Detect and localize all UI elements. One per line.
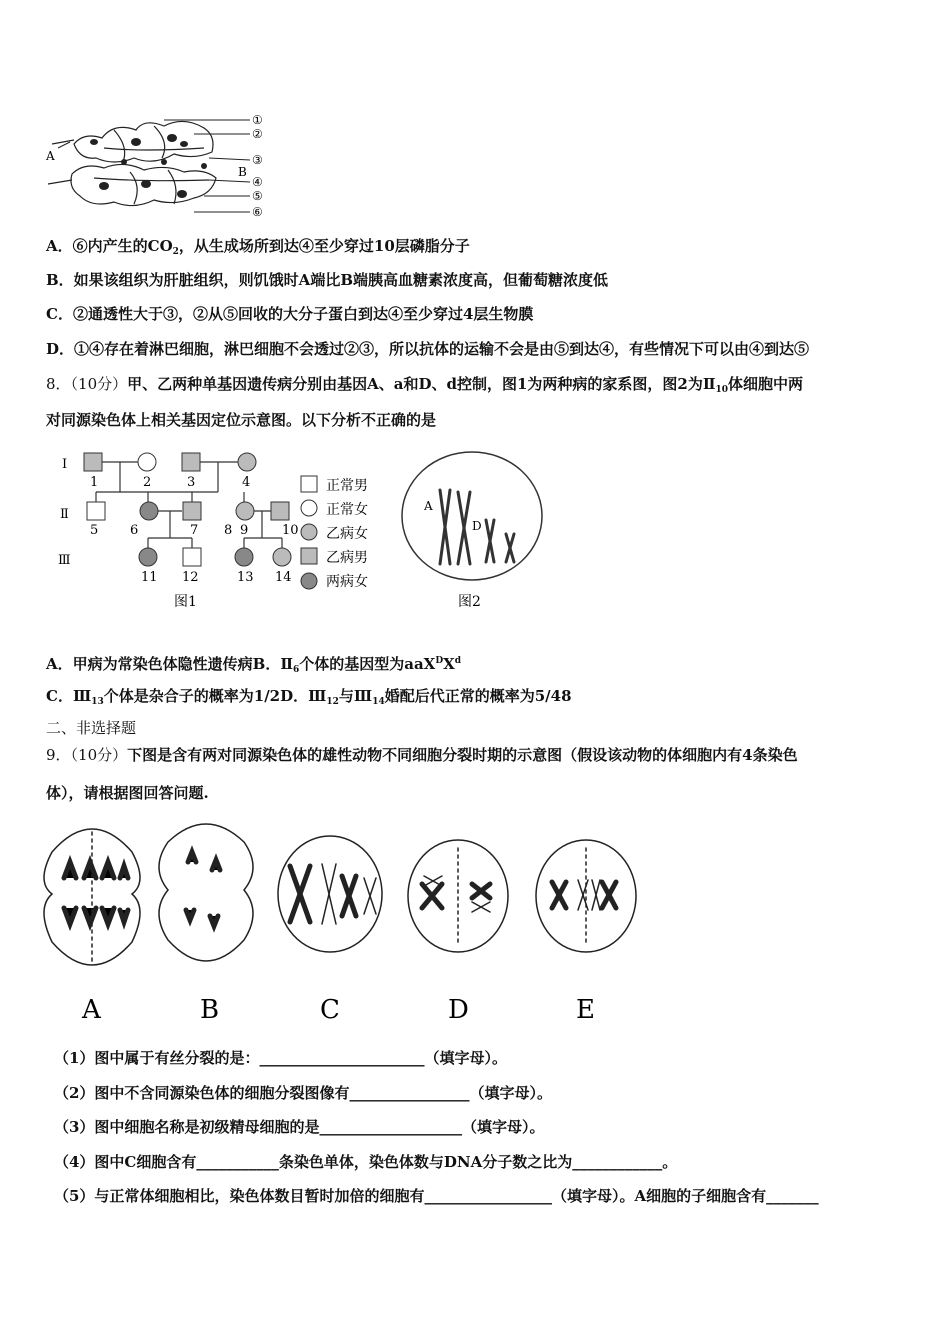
svg-text:13: 13 (237, 570, 254, 585)
ped-13 (235, 548, 253, 566)
legend-b-male: 乙病男 (326, 550, 368, 566)
q9-sub2: （2）图中不含同源染色体的细胞分裂图像有________________（填字母）。 (54, 1084, 552, 1102)
q9-sub4: （4）图中C细胞含有___________条染色单体，染色体数与DNA分子数之比为____________。 (54, 1153, 678, 1171)
gene-d-label: D (472, 519, 482, 533)
pedigree-figure (46, 440, 551, 624)
gene-a-label: A (424, 499, 433, 513)
svg-text:14: 14 (275, 570, 292, 585)
svg-text:Ⅲ: Ⅲ (58, 553, 71, 568)
tissue-label-1: ① (252, 113, 263, 127)
q9-sub5: （5）与正常体细胞相比，染色体数目暂时加倍的细胞有_________________（填字母）。A细胞的子细胞含有_______ (54, 1187, 819, 1205)
ped-2 (138, 453, 156, 471)
ped-9 (236, 502, 254, 520)
tissue-label-5: ⑤ (252, 189, 263, 203)
q9-stem-line2: 体），请根据图回答问题. (46, 784, 209, 802)
tissue-label-2: ② (252, 127, 263, 141)
fig1-caption: 图1 (174, 594, 197, 610)
tissue-label-6: ⑥ (252, 205, 263, 219)
q8-options-cd: C．$Ⅲ_{13}$个体是杂合子的概率为1/2D．$Ⅲ_{12}$与$Ⅲ_{14}$婚配后代正常的概率为5/48 (46, 687, 572, 707)
cell-division-figure (40, 812, 650, 1027)
ped-6 (140, 502, 158, 520)
fig2-caption: 图2 (458, 594, 481, 610)
svg-text:7: 7 (190, 523, 199, 538)
svg-text:9: 9 (240, 523, 249, 538)
tissue-figure (44, 108, 274, 224)
q7-option-d: D．①④存在着淋巴细胞，淋巴细胞不会透过②③，所以抗体的运输不会是由⑤到达④，有些情况下可以由④到达⑤ (46, 340, 810, 358)
svg-text:8: 8 (224, 523, 233, 538)
svg-text:6: 6 (130, 523, 139, 538)
q7-option-a: A．⑥内产生的$CO_2$，从生成场所到达④至少穿过10层磷脂分子 (46, 237, 470, 257)
tissue-label-3: ③ (252, 153, 263, 167)
svg-text:3: 3 (187, 475, 196, 490)
ped-11 (139, 548, 157, 566)
ped-14 (273, 548, 291, 566)
ped-4 (238, 453, 256, 471)
legend-normal-female: 正常女 (326, 502, 368, 518)
svg-text:11: 11 (141, 570, 158, 585)
svg-text:5: 5 (90, 523, 99, 538)
q9-sub3: （3）图中细胞名称是初级精母细胞的是___________________（填字母）。 (54, 1118, 545, 1136)
ped-12 (183, 548, 201, 566)
svg-text:12: 12 (182, 570, 199, 585)
cell-label-c: C (320, 995, 340, 1025)
ped-10 (271, 502, 289, 520)
ped-7 (183, 502, 201, 520)
cell-label-d: D (448, 995, 469, 1025)
q9-sub1: （1）图中属于有丝分裂的是：______________________（填字母）。 (54, 1049, 507, 1067)
tissue-label-b: B (238, 165, 247, 179)
svg-text:2: 2 (143, 475, 152, 490)
q8-options-ab: A．甲病为常染色体隐性遗传病B．$Ⅱ_6$个体的基因型为$aaX^DX^d$ (46, 655, 462, 675)
svg-text:Ⅱ: Ⅱ (60, 507, 69, 522)
ped-1 (84, 453, 102, 471)
cell-label-b: B (200, 995, 220, 1025)
cell-label-e: E (576, 995, 595, 1025)
legend-both-female: 两病女 (326, 574, 368, 590)
svg-text:Ⅰ: Ⅰ (62, 457, 68, 472)
ped-5 (87, 502, 105, 520)
tissue-label-a: A (46, 149, 55, 163)
cell-label-a: A (82, 995, 101, 1025)
svg-text:4: 4 (242, 475, 251, 490)
svg-text:1: 1 (90, 475, 99, 490)
legend-b-female: 乙病女 (326, 526, 368, 542)
q9-stem-line1: 9．（10分）下图是含有两对同源染色体的雄性动物不同细胞分裂时期的示意图（假设该动物的体细胞内有4条染色 (46, 746, 798, 764)
svg-text:10: 10 (282, 523, 299, 538)
q7-option-c: C．②通透性大于③，②从⑤回收的大分子蛋白到达④至少穿过4层生物膜 (46, 305, 534, 323)
legend-normal-male: 正常男 (326, 478, 368, 494)
section-heading: 二、非选择题 (46, 719, 137, 737)
q7-option-b: B．如果该组织为肝脏组织，则饥饿时A端比B端胰高血糖素浓度高，但葡萄糖浓度低 (46, 271, 608, 289)
ped-3 (182, 453, 200, 471)
q8-stem-line2: 对同源染色体上相关基因定位示意图。以下分析不正确的是 (46, 411, 437, 429)
q8-stem-line1: 8．（10分）甲、乙两种单基因遗传病分别由基因A、a和D、d控制，图1为两种病的家系图，图2为$Ⅱ_{10}$体细胞中两 (46, 375, 804, 395)
tissue-label-4: ④ (252, 175, 263, 189)
